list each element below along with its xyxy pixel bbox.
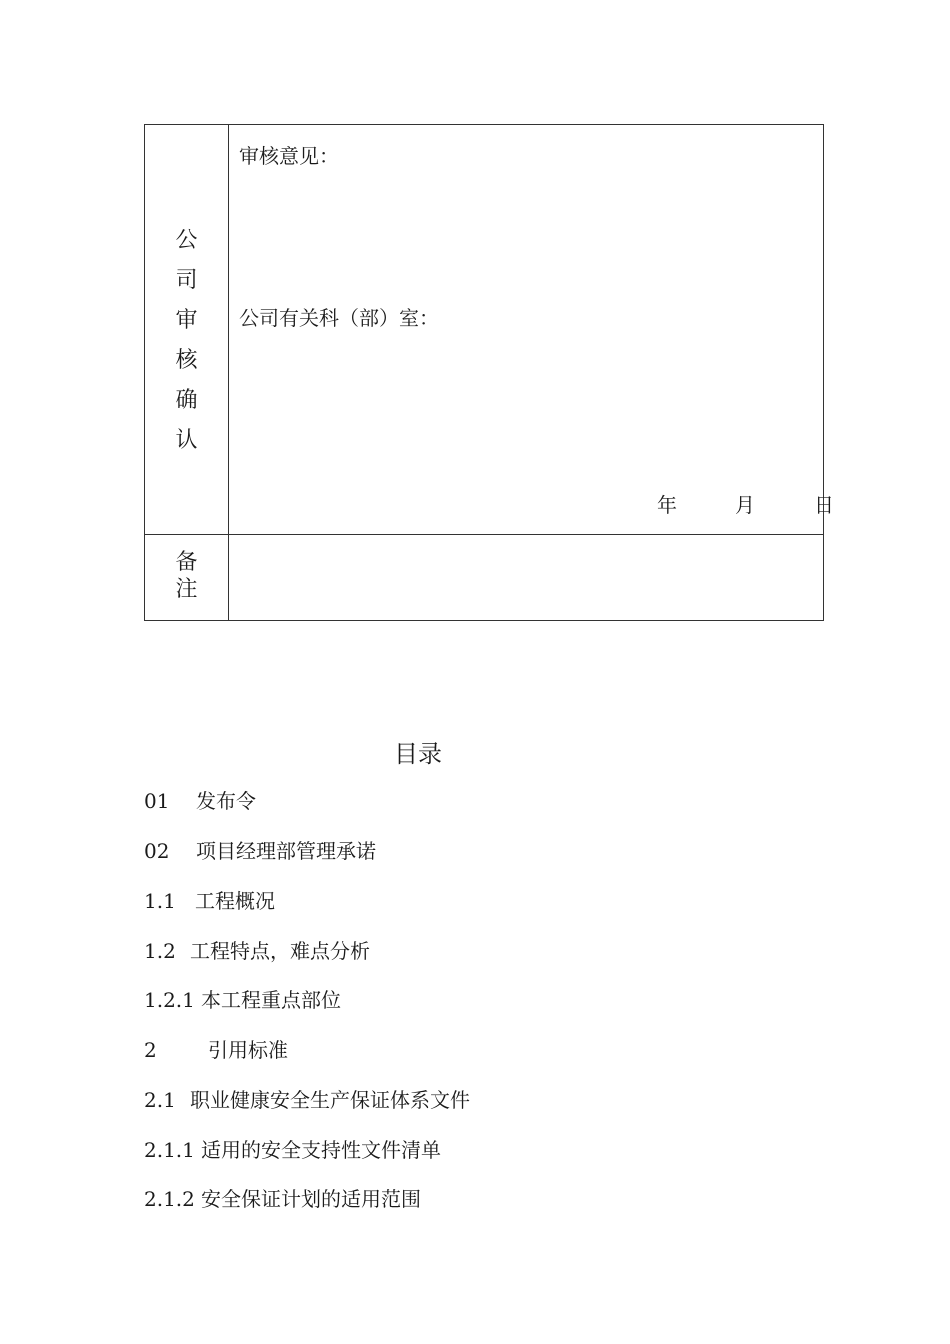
remarks-content-cell[interactable]	[229, 535, 824, 621]
toc-item[interactable]	[144, 835, 376, 864]
toc-title: 目录	[394, 740, 442, 768]
label-char: 确	[175, 388, 198, 413]
label-char: 注	[175, 577, 198, 602]
date-month-label: 月	[735, 493, 755, 517]
toc-item-text: 发布令	[196, 789, 256, 813]
toc-item-text: 工程概况	[195, 889, 275, 913]
date-year-label: 年	[657, 493, 677, 517]
toc-item-number: 2	[144, 1038, 157, 1062]
department-label: 公司有关科（部）室：	[239, 306, 439, 330]
toc-item-number: 1.2	[144, 939, 176, 963]
review-label-cell	[145, 125, 229, 535]
label-char: 认	[175, 428, 198, 453]
toc-item[interactable]	[144, 1084, 470, 1113]
remarks-label	[145, 549, 228, 603]
date-day-label: 日	[814, 493, 834, 517]
toc-item[interactable]	[144, 1183, 421, 1212]
toc-item[interactable]	[144, 885, 275, 914]
toc-item-number: 1.1	[144, 889, 176, 913]
toc-item-text: 职业健康安全生产保证体系文件	[190, 1088, 470, 1112]
toc-item-text: 工程特点，难点分析	[190, 939, 370, 963]
toc-item-text: 安全保证计划的适用范围	[201, 1187, 421, 1211]
label-char: 审	[175, 308, 198, 333]
toc-item[interactable]	[144, 785, 256, 814]
toc-item-number: 02	[144, 839, 170, 863]
label-char: 司	[175, 268, 198, 293]
label-char: 备	[175, 550, 198, 575]
review-opinion-label: 审核意见：	[239, 144, 339, 168]
review-row	[145, 125, 824, 535]
toc-item-number: 1.2.1	[144, 988, 195, 1012]
toc-item[interactable]	[144, 984, 341, 1013]
toc-item-number: 2.1.1	[144, 1138, 195, 1162]
company-review-confirm-label	[145, 221, 228, 461]
remarks-row	[145, 535, 824, 621]
label-char: 核	[175, 348, 198, 373]
toc-item-text: 项目经理部管理承诺	[196, 839, 376, 863]
toc-item-number: 01	[144, 789, 170, 813]
toc-item-number: 2.1	[144, 1088, 176, 1112]
toc-item-text: 引用标准	[208, 1038, 288, 1062]
review-content-cell[interactable]	[229, 125, 834, 535]
remarks-label-cell	[145, 535, 229, 621]
toc-item[interactable]	[144, 1134, 441, 1163]
toc-item[interactable]	[144, 935, 370, 964]
toc-item-text: 适用的安全支持性文件清单	[201, 1138, 441, 1162]
toc-item-text: 本工程重点部位	[201, 988, 341, 1012]
toc-item[interactable]	[144, 1034, 288, 1063]
toc-item-number: 2.1.2	[144, 1187, 195, 1211]
label-char: 公	[175, 228, 198, 253]
review-confirmation-table	[144, 124, 834, 621]
